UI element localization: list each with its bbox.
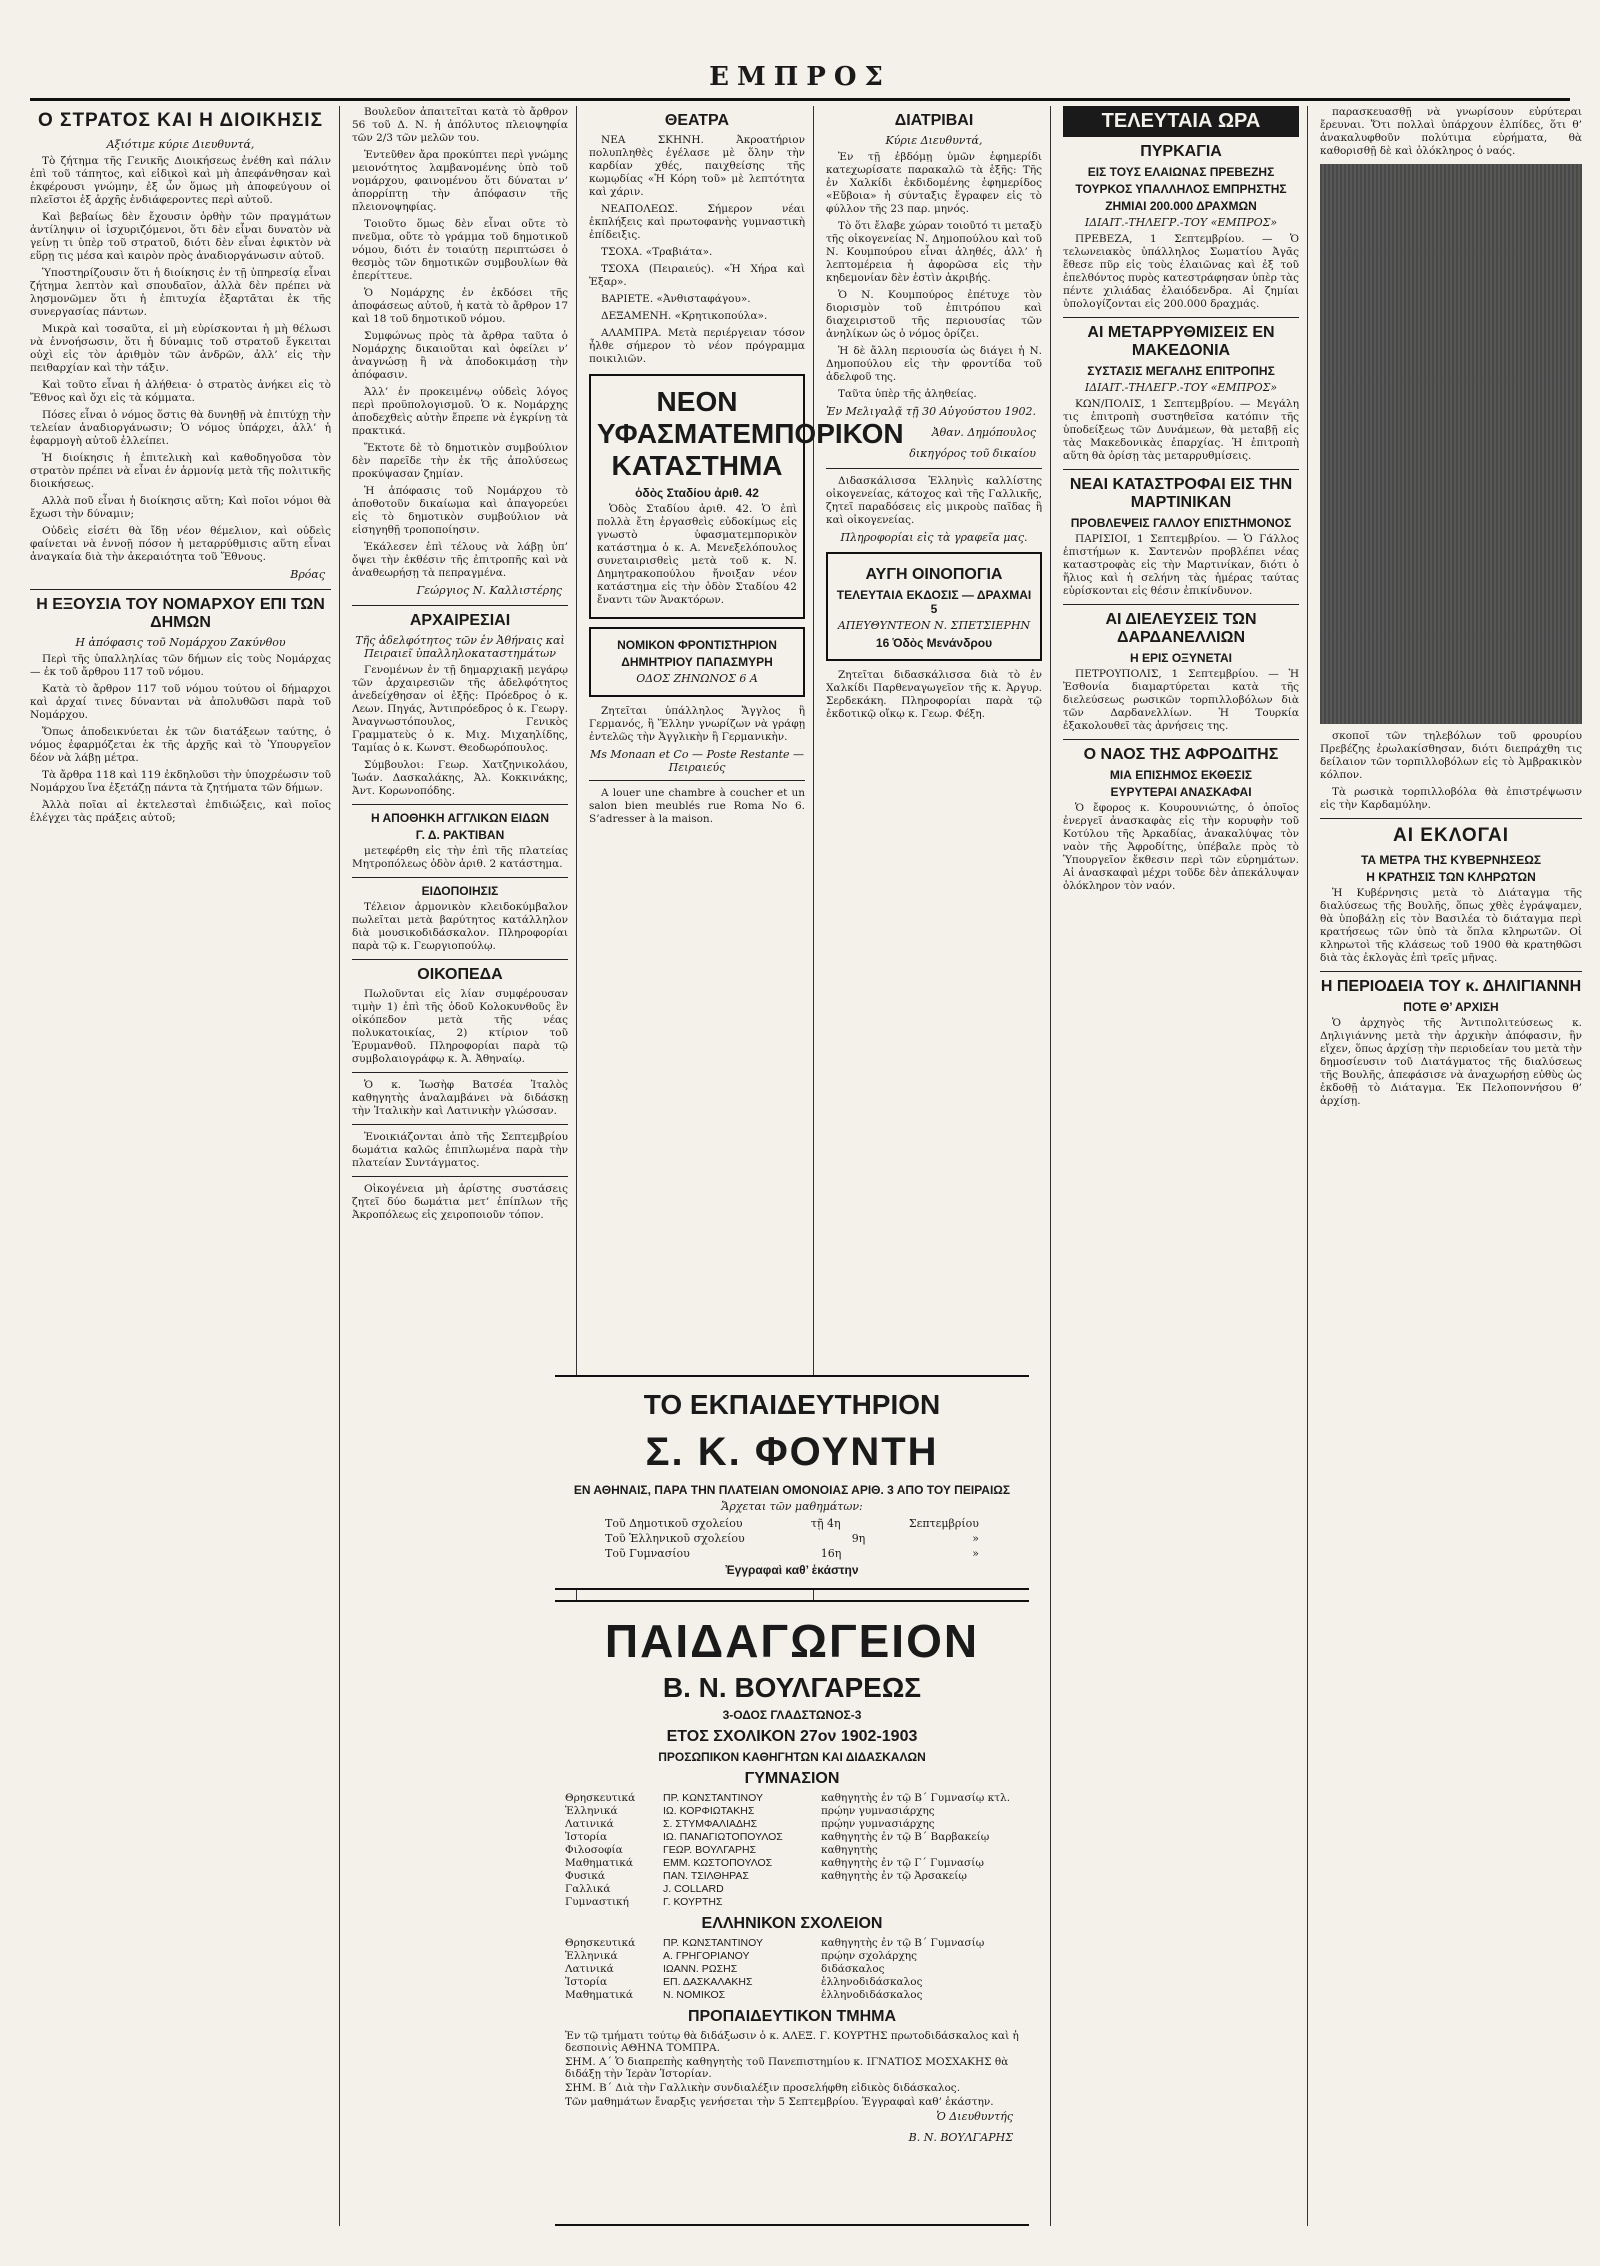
staff-heading: ΠΡΟΣΩΠΙΚΟΝ ΚΑΘΗΓΗΤΩΝ ΚΑΙ ΔΙΔΑΣΚΑΛΩΝ: [658, 1750, 926, 1764]
staff-desc: πρῴην σχολάρχης: [821, 1950, 917, 1962]
reforms-title: ΑΙ ΜΕΤΑΡΡΥΘΜΙΣΕΙΣ ΕΝ ΜΑΚΕΔΟΝΙΑ: [1087, 324, 1275, 359]
article-title-army: Ο ΣΤΡΑΤΟΣ ΚΑΙ Η ΔΙΟΙΚΗΣΙΣ: [37, 110, 323, 131]
staff-name: ΕΜΜ. ΚΩΣΤΟΠΟΥΛΟΣ: [663, 1857, 773, 1869]
staff-desc: καθηγητὴς ἐν τῷ Β΄ Γυμνασίῳ: [821, 1937, 985, 1949]
tour-title: Η ΠΕΡΙΟΔΕΙΑ ΤΟΥ κ. ΔΗΛΙΓΙΑΝΝΗ: [1320, 978, 1582, 995]
separator: [1320, 818, 1582, 819]
paragraph: Ἐκάλεσεν ἐπὶ τέλους νὰ λάβῃ ὑπ’ ὄψει τὴν ἐκθέσιν τῆς ἐπιτροπῆς καὶ νὰ ἀναθεωρήσῃ τὰ πεπραγμένα.: [352, 541, 568, 579]
staff-row: [565, 1963, 1019, 1976]
separator: [1063, 469, 1299, 470]
theatre-item: ΑΛΑΜΠΡΑ. Μετὰ περιέργειαν τόσον ἦλθε σήμερον τὸ νέον πρόγραμμα ποικιλιῶν.: [589, 327, 805, 365]
theatre-item: ΝΕΑΠΟΛΕΩΣ. Σήμερον νέαι ἐκπλήξεις καὶ πρωτοφανὴς γυμναστικὴ ἐπίδειξις.: [589, 203, 805, 241]
store-name: Γ. Δ. ΡΑΚΤΙΒΑΝ: [415, 828, 505, 842]
staff-name: ΓΕΩΡ. ΒΟΥΛΓΑΡΗΣ: [663, 1844, 757, 1856]
column-6: [1320, 106, 1590, 2226]
paragraph: Ἐνοικιάζονται ἀπὸ τῆς Σεπτεμβρίου δωμάτια καλῶς ἐπιπλωμένα παρὰ τὴν πλατείαν Συντάγματος.: [352, 1131, 568, 1169]
staff-subj: Ἱστορία: [565, 1976, 608, 1988]
staff-row: [565, 1870, 1019, 1883]
school-ad-row: [605, 1547, 979, 1560]
elections-title: ΑΡΧΑΙΡΕΣΙΑΙ: [409, 612, 511, 629]
paragraph: ΠΑΡΙΣΙΟΙ, 1 Σεπτεμβρίου. — Ὁ Γάλλος ἐπιστήμων κ. Σαντενὼν προβλέπει νέας καταστροφὰς εἰς τὴν Μαρτινίκαν, διότι ὁ ἥλιος καὶ ἡ σελήνη τὰς ἡμέρας ταύτας εὑρίσκονται εἰς θέσιν ἐπικίνδυνον.: [1063, 533, 1299, 597]
paragraph: Ζητεῖται διδασκάλισσα διὰ τὸ ἐν Χαλκίδι Παρθεναγωγεῖον τῆς κ. Ἀργυρ. Σερδεκάκη. Πληροφορίαι παρὰ τῷ ἐκδοτικῷ οἴκῳ κ. Γεωρ. Φέξη.: [826, 669, 1042, 720]
dardanelles-title: ΑΙ ΔΙΕΛΕΥΣΕΙΣ ΤΩΝ ΔΑΡΔΑΝΕΛΛΙΩΝ: [1105, 611, 1257, 646]
staff-subj: Θρησκευτικά: [565, 1937, 636, 1949]
staff-desc: καθηγητὴς ἐν τῷ Β΄ Βαρβακείῳ: [821, 1831, 990, 1843]
book-ad-addr2: 16 Ὁδὸς Μενάνδρου: [875, 636, 993, 650]
martinique-sub: ΠΡΟΒΛΕΨΕΙΣ ΓΑΛΛΟΥ ΕΠΙΣΤΗΜΟΝΟΣ: [1070, 516, 1292, 530]
tour-sub: ΠΟΤΕ Θ’ ΑΡΧΙΣΗ: [1403, 1000, 1499, 1014]
paragraph: Διδασκάλισσα Ἑλληνὶς καλλίστης οἰκογενείας, κάτοχος καὶ τῆς Γαλλικῆς, ζητεῖ παραδόσεις εἰς μικροὺς παῖδας ἢ καὶ οἰκογενείας.: [826, 475, 1042, 526]
staff-row: [565, 1937, 1019, 1950]
staff-row: [565, 1896, 1019, 1909]
separator: [1063, 317, 1299, 318]
staff-name: ΕΠ. ΔΑΣΚΑΛΑΚΗΣ: [663, 1976, 753, 1988]
staff-desc: πρῴην γυμνασιάρχης: [821, 1818, 935, 1830]
school-ad-enroll: Ἐγγραφαὶ καθ’ ἑκάστην: [725, 1563, 859, 1577]
staff-desc: ἑλληνοδιδάσκαλος: [821, 1989, 923, 2001]
paragraph: Μικρὰ καὶ τοσαῦτα, εἰ μὴ εὑρίσκονται ἡ μὴ θέλωσι νὰ ἐννοήσωσιν, ὅτι ἡ δύναμις τοῦ στρατοῦ ἔγκειται οὐχὶ εἰς τὸν ἀριθμὸν τῶν ἀνδρῶν, ἀλλ’ εἰς τὴν πειθαρχίαν καὶ τὴν τάξιν.: [30, 323, 331, 374]
row-day: 16η: [820, 1547, 842, 1560]
school-ad-address: ΕΝ ΑΘΗΝΑΙΣ, ΠΑΡΑ ΤΗΝ ΠΛΑΤΕΙΑΝ ΟΜΟΝΟΙΑΣ ΑΡΙΘ. 3 ΑΠΟ ΤΟΥ ΠΕΙΡΑΙΩΣ: [573, 1483, 1011, 1497]
staff-name: J. COLLARD: [663, 1883, 724, 1895]
separator: [352, 1072, 568, 1073]
paragraph: Ἐν τῇ ἐβδόμῃ ὑμῶν ἐφημερίδι κατεχωρίσατε παρακαλῶ τὰ ἑξῆς: Τῆς ἐν Χαλκίδι ἐκδιδομένης ἐφημερίδος «Εὔβοια» ἡ σύνταξις ἔγραφεν εἰς τὸ φύλλον τῆς 23 παρ. μηνός.: [826, 151, 1042, 215]
row-month: »: [972, 1532, 979, 1545]
staff-desc: ἑλληνοδιδάσκαλος: [821, 1976, 923, 1988]
paragraph: Ὁ κ. Ἰωσὴφ Βατσέα Ἰταλὸς καθηγητὴς ἀναλαμβάνει νὰ διδάσκῃ τὴν Ἰταλικὴν καὶ Λατινικὴν γλώσσαν.: [352, 1079, 568, 1117]
paragraph: Ἀλλὰ ποῖαι αἱ ἐκτελεσταὶ ἐπιδιώξεις, καὶ ποῖος ἐλέγχει τὰς πράξεις αὐτοῦ;: [30, 799, 331, 824]
temple-title: Ο ΝΑΟΣ ΤΗΣ ΑΦΡΟΔΙΤΗΣ: [1083, 746, 1279, 763]
paidagogeion-address: 3-ΟΔΟΣ ΓΛΑΔΣΤΩΝΟΣ-3: [722, 1708, 862, 1722]
paragraph: Ἐν τῷ τμήματι τούτῳ θὰ διδάξωσιν ὁ κ. ΑΛΕΞ. Γ. ΚΟΥΡΤΗΣ πρωτοδιδάσκαλος καὶ ἡ δεσποινὶς ΑΘΗΝΑ ΤΟΜΠΡΑ.: [565, 2030, 1019, 2054]
paragraph: Τοιοῦτο ὅμως δὲν εἶναι οὔτε τὸ πνεῦμα, οὔτε τὸ γράμμα τοῦ δημοτικοῦ νόμου, διότι ἐν τοιαύτῃ περιπτώσει ὁ θεσμὸς τῶν δημοτικῶν συμβουλίων θὰ ἐπερίττευε.: [352, 218, 568, 282]
teacher-info: Πληροφορίαι εἰς τὰ γραφεῖα μας.: [840, 531, 1028, 544]
elections-sub: ΤΑ ΜΕΤΡΑ ΤΗΣ ΚΥΒΕΡΝΗΣΕΩΣ: [1360, 853, 1542, 867]
book-ad: [826, 552, 1042, 661]
letters-title: ΔΙΑΤΡΙΒΑΙ: [894, 112, 974, 129]
paragraph: Τέλειον ἀρμονικὸν κλειδοκύμβαλον πωλεῖται μετὰ βαρύτητος κατάλληλον διὰ μουσικοδιδάσκαλον. Πληροφορίαι παρὰ τῷ κ. Γεωργιοπούλῳ.: [352, 901, 568, 952]
staff-desc: διδάσκαλος: [821, 1963, 885, 1975]
staff-row: [565, 1950, 1019, 1963]
staff-row: [565, 1831, 1019, 1844]
theatre-item: ΝΕΑ ΣΚΗΝΗ. Ἀκροατήριον πολυπληθὲς ἐγέλασε μὲ ὅλην τὴν καρδίαν χθές, παιχθείσης τῆς κωμῳδίας «Ἡ Κόρη τοῦ» μὲ λεπτότητα καὶ χάριν.: [589, 134, 805, 198]
fire-sub2: ΤΟΥΡΚΟΣ ΥΠΑΛΛΗΛΟΣ ΕΜΠΡΗΣΤΗΣ: [1075, 182, 1287, 196]
signature: Β. Ν. ΒΟΥΛΓΑΡΗΣ: [908, 2131, 1013, 2144]
staff-row: [565, 1844, 1019, 1857]
staff-desc: καθηγητὴς ἐν τῷ Ἀρσακείῳ: [821, 1870, 967, 1882]
paragraph: Τὸ ζήτημα τῆς Γενικῆς Διοικήσεως ἐνέθη καὶ πάλιν ἐπὶ τοῦ τάπητος, καὶ εἰδικοὶ καὶ μὴ ἀπεφάνθησαν καὶ ἐκφέρουσι γνώμην, ἐξ ὧν ὅμως μὴ ἀποφεύγουν οἱ πλεῖστοι ἐξ ἀρχῆς ἐνδιάφεροντες περὶ αὐτοῦ.: [30, 155, 331, 206]
staff-name: Σ. ΣΤΥΜΦΑΛΙΑΔΗΣ: [663, 1818, 758, 1830]
staff-name: ΠΡ. ΚΩΝΣΤΑΝΤΙΝΟΥ: [663, 1792, 763, 1804]
school-ad-voulgareos: [555, 1600, 1029, 2226]
dardanelles-sub: Η ΕΡΙΣ ΟΞΥΝΕΤΑΙ: [1129, 651, 1233, 665]
book-ad-sub: ΤΕΛΕΥΤΑΙΑ ΕΚΔΟΣΙΣ — ΔΡΑΧΜΑΙ 5: [836, 588, 1032, 616]
row-day: 9η: [851, 1532, 866, 1545]
signature-role: δικηγόρος τοῦ δικαίου: [909, 447, 1036, 460]
masthead-rule: [30, 98, 1570, 101]
notice-address: Ms Monaan et Co — Poste Restante — Πειραιεύς: [589, 748, 805, 774]
gymnasium-title: ΓΥΜΝΑΣΙΟΝ: [744, 1770, 840, 1787]
law-school-ad: [589, 627, 805, 697]
paragraph: Ὁδὸς Σταδίου ἀριθ. 42. Ὁ ἐπὶ πολλὰ ἔτη ἐργασθεὶς εὐδοκίμως εἰς γνωστὸ ὑφασματεμπορικὸν κατάστημα ὁ κ. Α. Μενεξελόπουλος συνεταιρισθεὶς μετὰ τοῦ κ. Ν. Δημητρακοπούλου ἤνοιξαν νέον κατάστημα εἰς τὴν ὁδὸν Σταδίου 42 ἔναντι τῶν Ἀνακτόρων.: [597, 503, 797, 606]
paragraph: Ὁ ἀρχηγὸς τῆς Ἀντιπολιτεύσεως κ. Δηλιγιάννης μετὰ τὴν ἀρχικὴν ἀπόφασιν, ἣν εἴχεν, ὅπως ἀρχίσῃ τὴν περιοδείαν του μετὰ τὴν δημοσίευσιν τοῦ Διατάγματος τῆς διαλύσεως τῆς Βουλῆς, ἀπεφάσισε νὰ ἀναχωρήσῃ εὐθὺς ὡς ἐκδοθῇ τὸ Διάταγμα. Ἐκ Πελοποννήσου θ’ ἀρχίσῃ.: [1320, 1017, 1582, 1107]
theatre-item: ΤΣΟΧΑ. «Τραβιάτα».: [601, 246, 713, 258]
paragraph: A louer une chambre à coucher et un salon bien meublés rue Roma No 6. S’adresser à la maison.: [589, 787, 805, 825]
school-ad-row: [605, 1517, 979, 1530]
row-month: »: [972, 1547, 979, 1560]
school-year: ΕΤΟΣ ΣΧΟΛΙΚΟΝ 27ον 1902-1903: [666, 1728, 918, 1745]
paragraph: Ὅπως ἀποδεικνύεται ἐκ τῶν διατάξεων ταύτης, ὁ νόμος ἐφαρμόζεται ἐκ τῆς ἀρχῆς καὶ τὸ Ὑπουργεῖον δέον νὰ λάβῃ μέτρα.: [30, 726, 331, 764]
gymnasium-staff: [565, 1792, 1019, 1909]
fire-sub: ΕΙΣ ΤΟΥΣ ΕΛΑΙΩΝΑΣ ΠΡΕΒΕΖΗΣ: [1087, 165, 1275, 179]
separator: [1320, 971, 1582, 972]
separator: [826, 468, 1042, 469]
separator: [352, 1176, 568, 1177]
staff-row: [565, 1883, 1019, 1896]
paragraph: Σύμβουλοι: Γεωρ. Χατζηνικολάου, Ἰωάν. Δασκαλάκης, Ἀλ. Κοκκινάκης, Ἀντ. Κορωνοπόδης.: [352, 759, 568, 797]
elections-sub2: Η ΚΡΑΤΗΣΙΣ ΤΩΝ ΚΛΗΡΩΤΩΝ: [1366, 870, 1536, 884]
staff-row: [565, 1805, 1019, 1818]
paragraph: Τὸ ὅτι ἔλαβε χώραν τοιοῦτό τι μεταξὺ τῆς οἰκογενείας Ν. Δημοπούλου καὶ τοῦ Ν. Κουμπούρου εἶναι ἀληθές, ἀλλ’ ἡ λεπτομέρεια ἡ ἀφορῶσα εἰς τὴν κηδεμονίαν δὲν ἐστὶν ἀκριβής.: [826, 220, 1042, 284]
masthead: ΕΜΠΡΟΣ: [709, 62, 891, 92]
staff-subj: Λατινικά: [565, 1963, 614, 1975]
paragraph: Οἰκογένεια μὴ ἀρίστης συστάσεις ζητεῖ δύο δωμάτια μετ’ ἐπίπλων τῆς Ἀκροπόλεως εἰς χειροποιοῦν τόπον.: [352, 1183, 568, 1221]
staff-subj: Γαλλικά: [565, 1883, 611, 1895]
staff-row: [565, 1989, 1019, 2002]
paragraph: Περὶ τῆς ὑπαλληλίας τῶν δήμων εἰς τοὺς Νομάρχας — ἐκ τοῦ ἄρθρου 117 τοῦ νόμου.: [30, 653, 331, 678]
paragraph: Ἡ διοίκησις ἡ ἐπιτελικὴ καὶ καθοδηγοῦσα τὸν στρατὸν πρέπει νὰ εἶναι ἐν ἀρμονίᾳ μετὰ τῆς πολιτικῆς διοικήσεως.: [30, 452, 331, 490]
paragraph: Βουλεῦον ἀπαιτεῖται κατὰ τὸ ἄρθρον 56 τοῦ Δ. Ν. ἡ ἀπόλυτος πλειοψηφία τῶν 2/3 τῶν μελῶν του.: [352, 106, 568, 144]
row-month: Σεπτεμβρίου: [908, 1517, 979, 1530]
store-title: Η ΑΠΟΘΗΚΗ ΑΓΓΛΙΚΩΝ ΕΙΔΩΝ: [370, 811, 550, 825]
school-ad-row: [605, 1532, 979, 1545]
book-ad-addr1: ΑΠΕΥΘΥΝΤΕΟΝ Ν. ΣΠΕΤΣΙΕΡΗΝ: [837, 619, 1031, 632]
paragraph: Πόσες εἶναι ὁ νόμος ὅστις θὰ δυνηθῇ νὰ ἐπιτύχῃ τὴν τελείαν ἀναδιοργάνωσιν; Ὁ νόμος ὑπάρχει, ἀλλ’ ἡ ἐφαρμογὴ αὐτοῦ ἐλλείπει.: [30, 409, 331, 447]
paragraph: Τὰ ἄρθρα 118 καὶ 119 ἐκδηλοῦσι τὴν ὑποχρέωσιν τοῦ Νομάρχου ἵνα ἐξετάζῃ πάντα τὰ ζητήματα τῶν δήμων.: [30, 769, 331, 794]
shop-address: ὁδὸς Σταδίου ἀριθ. 42: [635, 486, 759, 500]
paragraph: Ἀλλ’ ἐν προκειμένῳ οὐδεὶς λόγος περὶ προϋπολογισμοῦ. Ὁ κ. Νομάρχης ἀποδεχθεὶς αὐτὴν ἔπρεπε νὰ ἐγκρίνῃ τὰ πρακτικά.: [352, 386, 568, 437]
paragraph: Ὁ ἔφορος κ. Κουρουνιώτης, ὁ ὁποῖος ἐνεργεῖ ἀνασκαφὰς εἰς τὴν κορυφὴν τοῦ Κοτύλου τῆς Ἀρκαδίας, ἀνακαλύψας τὸν ναὸν τῆς Ἀφροδίτης, ὑπέβαλε πρὸς τὸ Ὑπουργεῖον ἔκθεσιν περὶ τῶν εὑρημάτων. Αἱ ἀνασκαφαὶ μέχρι τοῦδε δὲν ἀπεκάλυψαν ὁλόκληρον τὸν ναόν.: [1063, 802, 1299, 892]
column-5: [1063, 106, 1308, 2226]
paragraph: Τῶν μαθημάτων ἔναρξις γενήσεται τὴν 5 Σεπτεμβρίου. Ἐγγραφαὶ καθ’ ἑκάστην.: [565, 2096, 994, 2108]
row-day: τῇ 4η: [810, 1517, 841, 1530]
column-1: [30, 106, 340, 2226]
theatre-title: ΘΕΑΤΡΑ: [664, 112, 730, 129]
staff-name: Γ. ΚΟΥΡΤΗΣ: [663, 1896, 723, 1908]
martinique-title: ΝΕΑΙ ΚΑΤΑΣΤΡΟΦΑΙ ΕΙΣ ΤΗΝ ΜΑΡΤΙΝΙΚΑΝ: [1069, 476, 1293, 511]
paidagogeion-title: ΠΑΙΔΑΓΩΓΕΙΟΝ: [604, 1615, 980, 1667]
signature: Γεώργιος Ν. Καλλιστέρης: [416, 584, 562, 597]
telegraph-label: ΙΔΙΑΙΤ.-ΤΗΛΕΓΡ.-ΤΟΥ «ΕΜΠΡΟΣ»: [1084, 216, 1278, 229]
staff-subj: Ἑλληνικά: [565, 1950, 618, 1962]
staff-desc: καθηγητὴς: [821, 1844, 878, 1856]
row-label: Τοῦ Δημοτικοῦ σχολείου: [605, 1517, 743, 1530]
school-ad-name: Σ. Κ. ΦΟΥΝΤΗ: [645, 1430, 939, 1474]
paragraph: Ἐντεῦθεν ἄρα προκύπτει περὶ γνώμης μειονότητος λαμβανομένης ὑπὸ τοῦ νομάρχου, φαινομένου ὅτι δύναται ν’ ἀπορρίπτῃ τὴν ἀπόφασιν τῆς πλειονοψηφίας.: [352, 149, 568, 213]
staff-desc: καθηγητὴς ἐν τῷ Γ΄ Γυμνασίῳ: [821, 1857, 984, 1869]
theatre-item: ΤΣΟΧΑ (Πειραιεύς). «Ἡ Χήρα καὶ Ἐξαρ».: [589, 263, 805, 288]
paragraph: Καὶ τοῦτο εἶναι ἡ ἀλήθεια· ὁ στρατὸς ἀνήκει εἰς τὸ Ἔθνος καὶ ὄχι εἰς τὰ κόμματα.: [30, 379, 331, 404]
separator: [30, 589, 331, 590]
staff-subj: Ἑλληνικά: [565, 1805, 618, 1817]
law-school-address: ΟΔΟΣ ΖΗΝΩΝΟΣ 6 Α: [636, 672, 758, 685]
plots-title: ΟΙΚΟΠΕΔΑ: [417, 966, 503, 983]
school-ad-intro: Ἄρχεται τῶν μαθημάτων:: [721, 1500, 863, 1513]
paragraph: Ἡ Κυβέρνησις μετὰ τὸ Διάταγμα τῆς διαλύσεως τῆς Βουλῆς, ὅπως χθὲς ἐγράψαμεν, θὰ ὑποβάλῃ εἰς τὸν Βασιλέα τὸ διάταγμα περὶ κρατήσεως τῶν ὑπὸ τὰ ὅπλα κληρωτῶν. Οἱ κληρωτοὶ τῆς κλάσεως τοῦ 1900 θὰ κρατηθῶσι διὰ τὰς ἐκλογὰς ἐπὶ τρεῖς μῆνας.: [1320, 887, 1582, 964]
fire-title: ΠΥΡΚΑΓΙΑ: [1140, 143, 1222, 160]
paragraph: Τὰ ρωσικὰ τορπιλλοβόλα θὰ ἐπιστρέψωσιν εἰς τὴν Καρδαμύλην.: [1320, 786, 1582, 811]
paragraph: Κατὰ τὸ ἄρθρον 117 τοῦ νόμου τούτου οἱ δήμαρχοι καὶ ἀρχαί τινες δύνανται νὰ ἀπολυθῶσι παρὰ τοῦ Νομάρχου.: [30, 683, 331, 721]
column-2: [352, 106, 577, 2226]
temple-sub: ΜΙΑ ΕΠΙΣΗΜΟΣ ΕΚΘΕΣΙΣ: [1109, 768, 1253, 782]
paragraph: Συμφώνως πρὸς τὰ ἄρθρα ταῦτα ὁ Νομάρχης δικαιοῦται καὶ ὀφείλει ν’ ἀναγνώσῃ ἢ νὰ ἀποδοκιμάσῃ τὴν ἀπόφασιν.: [352, 330, 568, 381]
staff-subj: Θρησκευτικά: [565, 1792, 636, 1804]
staff-subj: Μαθηματικά: [565, 1857, 633, 1869]
staff-name: Ν. ΝΟΜΙΚΟΣ: [663, 1989, 726, 2001]
fire-loss: ΖΗΜΙΑΙ 200.000 ΔΡΑΧΜΩΝ: [1105, 199, 1257, 213]
paragraph: ΣΗΜ. Α΄ Ὁ διαπρεπὴς καθηγητὴς τοῦ Πανεπιστημίου κ. ΙΓΝΑΤΙΟΣ ΜΟΣΧΑΚΗΣ θὰ διδάξῃ τὴν Ἱερὰν Ἱστορίαν.: [565, 2056, 1009, 2080]
paragraph: μετεφέρθη εἰς τὴν ἐπὶ τῆς πλατείας Μητροπόλεως ὁδὸν ἀριθ. 2 κατάστημα.: [352, 845, 568, 870]
separator: [352, 605, 568, 606]
staff-subj: Φυσικά: [565, 1870, 605, 1882]
paragraph: ΠΕΤΡΟΥΠΟΛΙΣ, 1 Σεπτεμβρίου. — Ἡ Ἐσθονία διαμαρτύρεται κατὰ τῆς διελεύσεως ρωσικῶν τορπιλλοβόλων διὰ τῶν Δαρδανελλίων. Ἡ Τουρκία ἐξακολουθεῖ τὰς ἀρνήσεις της.: [1063, 668, 1299, 732]
staff-name: Α. ΓΡΗΓΟΡΙΑΝΟΥ: [663, 1950, 750, 1962]
staff-row: [565, 1792, 1019, 1805]
staff-name: ΠΡ. ΚΩΝΣΤΑΝΤΙΝΟΥ: [663, 1937, 763, 1949]
separator: [352, 959, 568, 960]
paragraph: σκοποῖ τῶν τηλεβόλων τοῦ φρουρίου Πρεβέζης ἐρωλακίσθησαν, διότι διεπράχθη τις δείλαιον τῶν τορπιλλοβόλων εἰς τὸ Ἀμβρακικὸν κόλπον.: [1320, 730, 1582, 781]
paragraph: ΠΡΕΒΕΖΑ, 1 Σεπτεμβρίου. — Ὁ τελωνειακὸς ὑπάλληλος Σωματίου Ἀγᾶς ἔθεσε πῦρ εἰς τοὺς ἐλαιῶνας καὶ ἐξ τοῦ ἐπελθόντος πυρὸς κατεστράφησαν ὑπὲρ τὰς πέντε χιλιάδας ἐλαιόδενδρα. Αἱ ζημίαι ὑπολογίζονται εἰς 200.000 δραχμάς.: [1063, 233, 1299, 310]
staff-name: ΙΩ. ΠΑΝΑΓΙΩΤΟΠΟΥΛΟΣ: [663, 1831, 783, 1843]
book-ad-title: ΑΥΓΗ ΟΙΝΟΠΟΓΙΑ: [865, 566, 1003, 583]
shop-title: ΝΕΟΝ ΥΦΑΣΜΑΤΕΜΠΟΡΙΚΟΝ ΚΑΤΑΣΤΗΜΑ: [597, 386, 904, 481]
elections-title: ΑΙ ΕΚΛΟΓΑΙ: [1393, 825, 1509, 846]
salutation: Αξιότιμε κύριε Διευθυντά,: [106, 138, 255, 151]
paragraph: Οὐδεὶς εἰσέτι θὰ ἴδῃ νέον θέμελιον, καὶ οὐδεὶς φαίνεται νὰ ἐννοῇ πόσον ἡ μεταρρύθμισις αὕτη εἶναι ἀναγκαία διὰ τὴν ἀκεραιότητα τοῦ Ἔθνους.: [30, 525, 331, 563]
paragraph: Ταῦτα ὑπὲρ τῆς ἀληθείας.: [838, 388, 977, 400]
paragraph: Πωλοῦνται εἰς λίαν συμφέρουσαν τιμὴν 1) ἐπὶ τῆς ὁδοῦ Κολοκυνθοῦς ἓν οἰκόπεδον μετὰ τῆς νέας πολυκατοικίας, 2) κτίριον τοῦ Ἐρυμανθοῦ. Πληροφορίαι παρὰ τῷ συμβολαιογράφῳ κ. Ἀ. Ἀθηναίῳ.: [352, 988, 568, 1065]
reforms-sub: ΣΥΣΤΑΣΙΣ ΜΕΓΑΛΗΣ ΕΠΙΤΡΟΠΗΣ: [1087, 364, 1275, 378]
law-school-title: ΝΟΜΙΚΟΝ ΦΡΟΝΤΙΣΤΗΡΙΟΝ: [617, 638, 777, 652]
article-subtitle: Η ἀπόφασις τοῦ Νομάρχου Ζακύνθου: [75, 636, 286, 649]
separator: [1063, 739, 1299, 740]
paragraph: Αλλὰ ποῦ εἶναι ἡ διοίκησις αὕτη; Καὶ ποῖοι νόμοι θὰ ἔχωσι τὴν δύναμιν;: [30, 495, 331, 520]
salutation: Κύριε Διευθυντά,: [885, 134, 983, 147]
staff-name: ΠΑΝ. ΤΣΙΛΘΗΡΑΣ: [663, 1870, 749, 1882]
paragraph: Ὑποστηρίζουσιν ὅτι ἡ διοίκησις ἐν τῇ ὑπηρεσίᾳ εἶναι ζήτημα λεπτὸν καὶ σπουδαῖον, ἀλλὰ δὲν πρέπει νὰ λησμονῶμεν ὅτι ἡ ἐπιτυχία ἐξαρτᾶται ἐκ τῆς συνεργασίας πάντων.: [30, 267, 331, 318]
staff-desc: καθηγητὴς ἐν τῷ Β΄ Γυμνασίῳ κτλ.: [821, 1792, 1011, 1804]
paragraph: Ἡ δὲ ἄλλη περιουσία ὡς διάγει ἡ Ν. Δημοπούλου εἰς τὴν φροντίδα τοῦ ἀδελφοῦ της.: [826, 345, 1042, 383]
paragraph: Γενομένων ἐν τῇ δημαρχιακῇ μεγάρῳ τῶν ἀρχαιρεσιῶν τῆς ἀδελφότητος ἀνεδείχθησαν οἱ ἑξῆς: Πρόεδρος ὁ κ. Λεων. Πηγάς, Ἀντιπρόεδρος ὁ κ. Γεωργ. Ἀναγνωστόπουλος, Γενικὸς Γραμματεὺς ὁ κ. Μιχ. Μιχαηλίδης, Ταμίας ὁ κ. Κωνστ. Θεοδωρόπουλος.: [352, 664, 568, 754]
school-ad-founti: [555, 1375, 1029, 1590]
signature: Βρόας: [290, 568, 325, 581]
staff-desc: πρῴην γυμνασιάρχης: [821, 1805, 935, 1817]
paragraph: Ζητεῖται ὑπάλληλος Ἄγγλος ἢ Γερμανός, ἢ Ἕλλην γνωρίζων νὰ γράφῃ ἐντελῶς τὴν Ἀγγλικὴν ἢ Γερμανικὴν.: [589, 705, 805, 743]
paragraph: Ὁ Ν. Κουμπούρος ἐπέτυχε τὸν διορισμὸν τοῦ ἐπιτρόπου καὶ διαχειριστοῦ τῆς περιουσίας τῶν ἀνηλίκων ὡς ὁ νόμος ὁρίζει.: [826, 289, 1042, 340]
staff-name: ΙΩΑΝΝ. ΡΩΣΗΣ: [663, 1963, 738, 1975]
article-title-prefect: Η ΕΞΟΥΣΙΑ ΤΟΥ ΝΟΜΑΡΧΟΥ ΕΠΙ ΤΩΝ ΔΗΜΩΝ: [36, 596, 325, 631]
paragraph: Ἡ ἀπόφασις τοῦ Νομάρχου τὸ ἀποθοτοῦν δικαίωμα καὶ ἀπαγορεύει εἰς τὸ δημοτικὸν συμβούλιον νὰ εἰσηγηθῇ τροποποίησιν.: [352, 485, 568, 536]
shop-ad: [589, 374, 904, 619]
staff-subj: Φιλοσοφία: [565, 1844, 623, 1856]
notice-title: ΕΙΔΟΠΟΙΗΣΙΣ: [421, 884, 499, 898]
staff-subj: Ἱστορία: [565, 1831, 608, 1843]
paidagogeion-name: Β. Ν. ΒΟΥΛΓΑΡΕΩΣ: [662, 1672, 922, 1703]
elections-subtitle: Τῆς ἀδελφότητος τῶν ἐν Ἀθήναις καὶ Πειραιεῖ ὑπαλληλοκαταστημάτων: [355, 634, 565, 660]
hellenic-staff: [565, 1937, 1019, 2002]
staff-row: [565, 1976, 1019, 1989]
row-label: Τοῦ Ἑλληνικοῦ σχολείου: [605, 1532, 745, 1545]
separator: [352, 877, 568, 878]
staff-subj: Λατινικά: [565, 1818, 614, 1830]
staff-name: ΙΩ. ΚΟΡΦΙΩΤΑΚΗΣ: [663, 1805, 755, 1817]
separator: [352, 1124, 568, 1125]
latest-news-title: ΤΕΛΕΥΤΑΙΑ ΩΡΑ: [1063, 106, 1299, 137]
staff-row: [565, 1818, 1019, 1831]
row-label: Τοῦ Γυμνασίου: [605, 1547, 690, 1560]
paragraph: ΚΩΝ/ΠΟΛΙΣ, 1 Σεπτεμβρίου. — Μεγάλη τις ἐπιτροπὴ συστηθεῖσα κατόπιν τῆς ὑποδείξεως τῶν Δυνάμεων, θὰ μεταβῇ εἰς τὰς Μακεδονικὰς ἐπαρχίας. Ἡ ἐπιτροπὴ αὕτη θὰ ὁρίσῃ τὰς μεταρρυθμίσεις.: [1063, 398, 1299, 462]
separator: [352, 804, 568, 805]
paragraph: παρασκευασθῇ νὰ γνωρίσουν εὐρύτεραι ἔρευναι. Ὅτι πολλαὶ ὑπάρχουν ἐλπίδες, ὅτι θ’ ἀνακαλυφθοῦν πολύτιμα εὑρήματα, θὰ καθορισθῇ δὲ καὶ ὁλόκληρος ὁ ναός.: [1320, 106, 1582, 157]
paragraph: ΣΗΜ. Β΄ Διὰ τὴν Γαλλικὴν συνδιαλέξιν προσελήφθη εἰδικὸς διδάσκαλος.: [565, 2082, 961, 2094]
law-school-name: ΔΗΜΗΤΡΙΟΥ ΠΑΠΑΣΜΥΡΗ: [621, 655, 773, 669]
paragraph: Καὶ βεβαίως δὲν ἔχουσιν ὀρθὴν τῶν πραγμάτων ἀντίληψιν οἱ ἰσχυριζόμενοι, ὅτι δὲν εἶναι δυνατὸν νὰ γείνῃ τι ὑπὲρ τοῦ στρατοῦ, διότι δὲν εἶναι ἐφικτὸν νὰ εὕρῃ τις μέσα καὶ καιρὸν πρὸς ἀναδιοργάνωσιν αὐτοῦ.: [30, 211, 331, 262]
temple-sub2: ΕΥΡΥΤΕΡΑΙ ΑΝΑΣΚΑΦΑΙ: [1110, 785, 1252, 799]
signature: Ἀθαν. Δημόπουλος: [931, 426, 1036, 439]
separator: [1063, 604, 1299, 605]
theatre-item: ΒΑΡΙΕΤΕ. «Ἀνθισταφάγου».: [601, 293, 751, 305]
signature-role: Ὁ Διευθυντής: [936, 2110, 1013, 2123]
theatre-item: ΔΕΞΑΜΕΝΗ. «Κρητικοπούλα».: [601, 310, 768, 322]
staff-subj: Γυμναστική: [565, 1896, 629, 1908]
staff-row: [565, 1857, 1019, 1870]
damaged-scan-area: [1320, 164, 1582, 724]
staff-subj: Μαθηματικά: [565, 1989, 633, 2001]
paragraph: Ὁ Νομάρχης ἐν ἐκδόσει τῆς ἀποφάσεως αὐτοῦ, ἡ κατὰ τὸ ἄρθρον 17 καὶ 18 τοῦ δημοτικοῦ νόμου.: [352, 287, 568, 325]
hellenic-school-title: ΕΛΛΗΝΙΚΟΝ ΣΧΟΛΕΙΟΝ: [701, 1915, 883, 1932]
school-ad-title: ΤΟ ΕΚΠΑΙΔΕΥΤΗΡΙΟΝ: [643, 1389, 941, 1420]
telegraph-label: ΙΔΙΑΙΤ.-ΤΗΛΕΓΡ.-ΤΟΥ «ΕΜΠΡΟΣ»: [1084, 381, 1278, 394]
prep-title: ΠΡΟΠΑΙΔΕΥΤΙΚΟΝ ΤΜΗΜΑ: [687, 2008, 897, 2025]
separator: [589, 780, 805, 781]
date-line: Ἐν Μελιγαλᾷ τῇ 30 Αὐγούστου 1902.: [826, 405, 1036, 418]
paragraph: Ἔκτοτε δὲ τὸ δημοτικὸν συμβούλιον δὲν παρεῖδε τὴν ἐκ τῆς ἀπολύσεως προκύψασαν ζημίαν.: [352, 442, 568, 480]
